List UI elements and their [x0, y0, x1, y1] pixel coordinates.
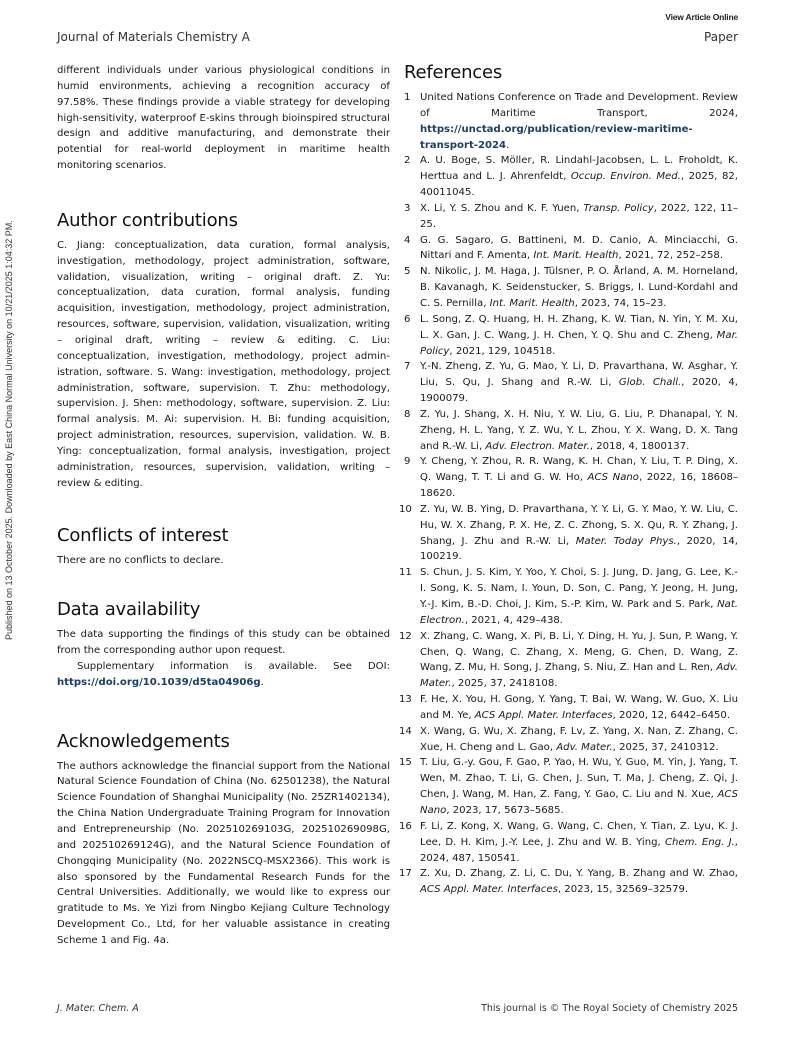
reference-item [399, 502, 739, 565]
reference-details: . [506, 139, 510, 151]
author-contributions-heading: Author contributions [57, 209, 238, 231]
reference-number: 17 [399, 868, 412, 880]
reference-number: 9 [404, 456, 411, 468]
right-column [399, 62, 739, 898]
reference-number: 8 [404, 408, 411, 420]
reference-authors: Z. Yu, J. Shang, X. H. Niu, Y. W. Liu, G. Liu, P. Dhanapal, Y. N. Zheng, H. L. Yang, Y. Z. Wu, Y. L. Zhou, Y. X. Wang, D. X. Tang and R.-W. Li, [420, 408, 738, 452]
reference-authors: United Nations Conference on Trade and Development. Review of Maritime Transport, 2024, [420, 92, 739, 119]
reference-number: 14 [399, 725, 412, 737]
intro-paragraph: different individuals under various physiological conditions in humid environments, achieving a recognition accuracy of 97.58%. These findings provide a viable strategy for developing high-sensitivity, waterproof E-skins through bioinspired structural design and additive manufacturing, and demonstrate their potential for real-world deployment in maritime health monitoring scenarios. [57, 65, 390, 172]
reference-journal: Adv. Electron. Mater. [485, 440, 590, 452]
acknowledgements-text: The authors acknowledge the financial support from the National Natural Science Foundation of China (No. 62501238), the Natural Science Foundation of Shanghai Municipality (No. 25ZR1402134), the China Nation Undergraduate Training Program for Innovation and Entrepreneurship (No. 202510269103G, 202510269098G, and 202510269124G), and the Natural Science Foundation of Chongqing Municipality (No. 2022NSCQ-MSX2366). This work is also sponsored by the Fundamental Research Funds for the Central Universities. Additionally, we would like to express our gratitude to Ms. Ye Yizi from Ningbo Kejiang Culture Technology Development Co., Ltd, for her valuable assistance in creating Scheme 1 and Fig. 4a. [57, 760, 390, 946]
reference-authors: G. G. Sagaro, G. Battineni, M. D. Canio, A. Minciacchi, G. Nittari and F. Amenta, [420, 234, 738, 262]
reference-item [404, 153, 738, 201]
reference-item [404, 407, 738, 455]
reference-journal: Adv. Mater. [556, 741, 613, 753]
reference-number: 4 [404, 234, 411, 246]
reference-details: , 2020, 12, 6442–6450. [612, 709, 731, 721]
data-availability-heading: Data availability [57, 599, 201, 621]
author-contributions-text: C. Jiang: conceptualization, data curation, formal analysis, investigation, methodology, project administration, software, validation, visualization, writing – original draft. Z. Yu: conceptualization, data curation, formal analysis, funding acquisition, investigation, methodology, project administration, resources, software, supervision, validation, visualization, writing – original draft, writing – review & editing. C. Liu: conceptualization, investigation, methodology, project administration, software. S. Wang: investigation, methodology, project administration, software, supervision. T. Zhu: methodology, supervision. J. Shen: methodology, software, supervision. Z. Liu: formal analysis. M. Ai: supervision. H. Bi: funding acquisition, project administration, resources, supervision, validation. W. B. Ying: conceptualization, formal analysis, investigation, project administration, resources, supervision, validation, writing – review & editing. [57, 239, 390, 489]
reference-item [404, 264, 738, 312]
reference-item [404, 90, 738, 153]
conflicts-text: There are no conflicts to declare. [57, 555, 224, 567]
supplementary-info [57, 659, 390, 691]
reference-number: 2 [404, 155, 411, 167]
reference-authors: Z. Yu, W. B. Ying, D. Pravarthana, Y. Y. Li, G. Y. Mao, Y. W. Liu, C. Hu, W. X. Zhang, P. X. He, Z. C. Zhong, S. X. Qu, R. Y. Zhang, J. Shang, J. Zhu and R.-W. Li, [420, 503, 738, 547]
left-column [57, 63, 390, 949]
supplementary-doi-link[interactable]: https://doi.org/10.1039/d5ta04906g [57, 676, 261, 688]
reference-details: , 2022, 122, 11–25. [420, 202, 738, 230]
reference-authors: L. Song, Z. Q. Huang, H. H. Zhang, K. W. Tian, N. Yin, Y. M. Xu, L. X. Gan, J. C. Wang, J. H. Chen, Y. Q. Shu and C. Zheng, [420, 313, 738, 341]
reference-journal: Mar. Policy [420, 329, 738, 357]
data-availability-text: The data supporting the findings of this study can be obtained from the corresponding author upon request. [57, 629, 390, 657]
references-heading: References [404, 62, 503, 83]
reference-details: , 2021, 72, 252–258. [618, 250, 724, 262]
reference-details: , 2023, 74, 15–23. [574, 297, 667, 309]
reference-authors: F. Li, Z. Kong, X. Wang, G. Wang, C. Chen, Y. Tian, Z. Lyu, K. J. Lee, D. H. Kim, J.-Y. Lee, J. Zhu and W. B. Ying, [420, 820, 738, 848]
article-type: Paper [704, 30, 738, 44]
reference-journal: Nat. Electron. [420, 599, 738, 626]
reference-item [404, 201, 738, 233]
reference-number: 15 [399, 757, 412, 769]
reference-item [399, 724, 738, 756]
reference-journal: Occup. Environ. Med. [570, 171, 681, 183]
reference-details: , 2021, 4, 429–438. [464, 614, 563, 626]
footer-journal-abbrev: J. Mater. Chem. A [57, 1003, 139, 1014]
reference-journal: ACS Nano [420, 789, 738, 816]
reference-journal: ACS Appl. Mater. Interfaces [420, 884, 558, 896]
reference-authors: T. Liu, G.-y. Gou, F. Gao, P. Yao, H. Wu, Y. Guo, M. Yin, J. Yang, T. Wen, M. Zhao, T. Li, G. Chen, J. Sun, T. Ma, J. Cheng, Z. Qi, J. Chen, J. Wang, M. Han, Z. Fang, Y. Gao, C. Liu and N. Xue, [420, 757, 738, 801]
journal-title: Journal of Materials Chemistry A [57, 30, 250, 44]
conflicts-heading: Conflicts of interest [57, 525, 229, 547]
supplementary-suffix: . [260, 676, 264, 688]
reference-journal: Transp. Policy [583, 202, 654, 214]
reference-journal: Int. Marit. Health [533, 250, 619, 262]
reference-journal: ACS Nano [587, 472, 639, 484]
reference-journal: Glob. Chall. [618, 377, 682, 389]
reference-item [399, 692, 738, 724]
reference-number: 10 [399, 503, 412, 515]
reference-item [399, 819, 738, 867]
reference-number: 1 [404, 92, 411, 103]
reference-item [404, 454, 738, 502]
reference-details: , 2023, 17, 5673–5685. [446, 804, 564, 816]
reference-details: , 2025, 37, 2410312. [612, 741, 719, 753]
reference-details: , 2020, 4, 1900079. [420, 377, 739, 405]
reference-number: 11 [399, 567, 412, 579]
running-head [57, 30, 738, 44]
reference-link[interactable]: https://unctad.org/publication/review-maritime-transport-2024 [420, 123, 693, 151]
reference-authors: A. U. Boge, S. Möller, R. Lindahl-Jacobsen, L. L. Froholdt, K. Herttua and L. J. Ahrenfeldt, [420, 155, 738, 183]
reference-details: , 2025, 37, 2418108. [451, 678, 558, 690]
reference-details: , 2020, 14, 100219. [420, 535, 739, 563]
reference-number: 3 [404, 202, 411, 214]
reference-number: 5 [404, 266, 411, 278]
reference-authors: X. Li, Y. S. Zhou and K. F. Yuen, [420, 202, 584, 214]
reference-journal: Adv. Mater. [420, 662, 738, 690]
reference-authors: Y. Cheng, Y. Zhou, R. R. Wang, K. H. Chan, Y. Liu, T. P. Ding, X. Q. Wang, T. T. Li and G. W. Ho, [420, 456, 738, 484]
reference-details: , 2023, 15, 32569–32579. [557, 884, 689, 896]
reference-item [404, 359, 738, 407]
reference-details: , 2025, 82, 40011045. [420, 171, 739, 199]
reference-authors: F. He, X. You, H. Gong, Y. Yang, T. Bai, W. Wang, W. Guo, X. Liu and M. Ye, [420, 694, 738, 721]
reference-item [404, 312, 738, 360]
acknowledgements-heading: Acknowledgements [57, 730, 230, 752]
reference-item [399, 755, 738, 818]
reference-details: , 2024, 487, 150541. [420, 836, 738, 864]
reference-authors: Z. Xu, D. Zhang, Z. Li, C. Du, Y. Yang, B. Zhang and W. Zhao, [420, 868, 738, 880]
reference-item [404, 233, 738, 265]
reference-journal: Int. Marit. Health [489, 297, 575, 309]
publication-side-note: Published on 13 October 2025. Downloaded by East China Normal University on 10/21/2025 1:04:32 PM. [4, 220, 14, 640]
footer-copyright: This journal is © The Royal Society of Chemistry 2025 [481, 1003, 738, 1014]
reference-authors: X. Zhang, C. Wang, X. Pi, B. Li, Y. Ding, H. Yu, J. Sun, P. Wang, Y. Chen, Q. Wang, C. Zhang, X. Meng, G. Chen, D. Wang, Z. Wang, Z. Mu, H. Song, J. Zhang, S. Niu, Z. Han and L. Ren, [420, 630, 738, 674]
reference-list [399, 90, 739, 898]
reference-item [399, 565, 738, 628]
reference-authors: X. Wang, G. Wu, X. Zhang, F. Lv, Z. Yang, X. Nan, Z. Zhang, C. Xue, H. Cheng and L. Gao, [420, 725, 738, 753]
reference-number: 6 [404, 313, 411, 325]
reference-journal: Mater. Today Phys. [575, 535, 677, 547]
reference-authors: Y.-N. Zheng, Z. Yu, G. Mao, Y. Li, D. Pravarthana, W. Asghar, Y. Liu, S. Qu, J. Shang and R.-W. Li, [420, 361, 738, 389]
reference-details: , 2022, 16, 18608–18620. [420, 472, 738, 500]
reference-details: , 2018, 4, 1800137. [589, 440, 690, 452]
reference-number: 12 [399, 630, 412, 642]
reference-authors: S. Chun, J. S. Kim, Y. Yoo, Y. Choi, S. J. Jung, D. Jang, G. Lee, K.-I. Song, K. S. Nam, I. Youn, D. Son, C. Pang, Y. Jeong, H. Jung, Y.-J. Kim, B.-D. Choi, J. Kim, S.-P. Kim, W. Park and S. Park, [420, 567, 738, 610]
reference-journal: ACS Appl. Mater. Interfaces [474, 709, 613, 721]
reference-journal: Chem. Eng. J. [664, 836, 735, 848]
reference-number: 13 [399, 694, 412, 706]
reference-number: 16 [399, 820, 412, 832]
view-article-online-link[interactable]: View Article Online [665, 12, 738, 22]
reference-number: 7 [404, 361, 411, 373]
supplementary-prefix: Supplementary information is available. See DOI: [77, 660, 390, 672]
reference-details: , 2021, 129, 104518. [449, 345, 556, 357]
reference-authors: N. Nikolic, J. M. Haga, J. Tülsner, P. O. Årland, A. M. Horneland, B. Kavanagh, K. Seidenstucker, S. Briggs, I. Lund-Kordahl and C. S. Pernilla, [420, 266, 738, 309]
reference-item [399, 866, 738, 898]
reference-item [399, 629, 738, 692]
